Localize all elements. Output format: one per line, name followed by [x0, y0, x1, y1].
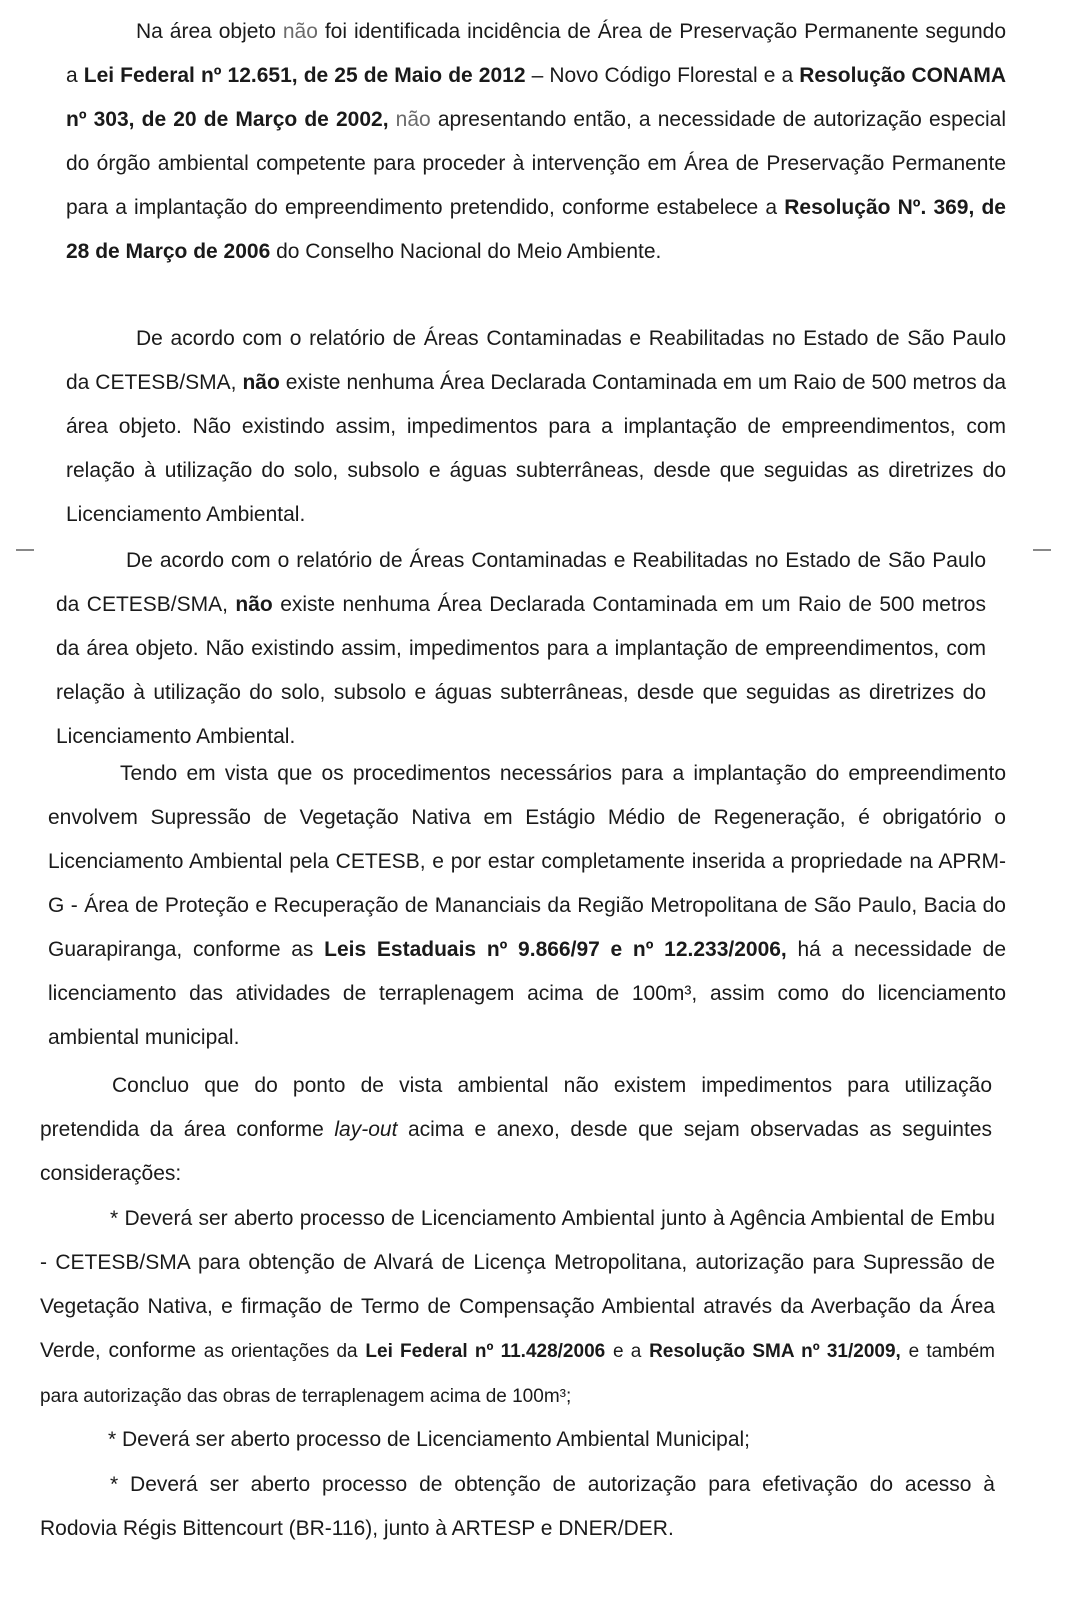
- text: * Deverá ser aberto processo de Licenciamento Ambiental junto à Agência Ambiental de Embu - CETESB/SMA para obtenção de Alvará de Licença Metropolitana, autorização para Supressão de Vegetação Nativa, e firmação de Termo de Compensação Ambiental através da Averbação da Área Verde, conforme: [40, 1207, 995, 1362]
- text-nao: não: [242, 371, 280, 394]
- margin-mark-right: [1033, 549, 1051, 551]
- law-reference: Lei Federal nº 11.428/2006: [365, 1341, 606, 1362]
- text: [389, 108, 396, 131]
- text-nao: não: [282, 20, 318, 43]
- resolution-reference: Resolução CONAMA nº 303, de 20 de Março de 2002,: [66, 64, 1007, 131]
- paragraph-contaminated-areas-repeat: [56, 539, 986, 759]
- text: * Deverá ser aberto processo de obtenção de autorização para efetivação do acesso à Rodovia Régis Bittencourt (BR-116), junto à ARTESP e DNER/DER.: [40, 1473, 995, 1540]
- item-municipal-licensing: [40, 1418, 995, 1462]
- resolution-reference: Resolução Nº. 369, de 28 de Março de 2006: [66, 196, 1006, 263]
- law-reference: Lei Federal nº 12.651, de 25 de Maio de 2012: [83, 64, 526, 87]
- text-nao: não: [395, 108, 431, 131]
- text: De acordo com o relatório de Áreas Contaminadas e Reabilitadas no Estado de São Paulo da CETESB/SMA,: [66, 327, 1006, 394]
- item-highway-access: [40, 1463, 995, 1551]
- text: há a necessidade de licenciamento das atividades de terraplenagem acima de 100m³, assim como do licenciamento ambiental municipal.: [48, 938, 1006, 1049]
- text: De acordo com o relatório de Áreas Contaminadas e Reabilitadas no Estado de São Paulo da CETESB/SMA,: [56, 549, 986, 616]
- text: foi identificada incidência de Área de Preservação Permanente segundo a: [66, 20, 1006, 87]
- text: as orientações da: [203, 1341, 358, 1362]
- text: e também para autorização das obras de terraplenagem acima de 100m³;: [40, 1341, 995, 1407]
- text: – Novo Código Florestal e a: [525, 64, 800, 87]
- text: existe nenhuma Área Declarada Contaminada em um Raio de 500 metros da área objeto. Não existindo assim, impedimentos para a implantação de empreendimentos, com relação à utilização do solo, subsolo e águas subterrâneas, desde que seguidas as diretrizes do Licenciamento Ambiental.: [56, 593, 986, 748]
- paragraph-contaminated-areas: [66, 317, 1006, 537]
- paragraph-licensing: [48, 752, 1006, 1060]
- text: Concluo que do ponto de vista ambiental não existem impedimentos para utilização pretendida da área conforme: [40, 1074, 992, 1141]
- text-nao: não: [235, 593, 273, 616]
- text: * Deverá ser aberto processo de Licenciamento Ambiental Municipal;: [108, 1428, 751, 1451]
- text: Na área objeto: [136, 20, 283, 43]
- item-environmental-licensing: [40, 1197, 995, 1419]
- resolution-reference: Resolução SMA nº 31/2009,: [649, 1341, 901, 1362]
- paragraph-conclusion: [40, 1064, 992, 1196]
- text: acima e anexo, desde que sejam observadas as seguintes considerações:: [40, 1118, 992, 1185]
- paragraph-app: [66, 10, 1006, 274]
- text: e a: [612, 1341, 642, 1362]
- margin-mark-left: [16, 549, 34, 551]
- text: do Conselho Nacional do Meio Ambiente.: [270, 240, 662, 263]
- text: existe nenhuma Área Declarada Contaminada em um Raio de 500 metros da área objeto. Não existindo assim, impedimentos para a implantação de empreendimentos, com relação à utilização do solo, subsolo e águas subterrâneas, desde que seguidas as diretrizes do Licenciamento Ambiental.: [66, 371, 1006, 526]
- text: apresentando então, a necessidade de autorização especial do órgão ambiental competente para proceder à intervenção em Área de Preservação Permanente para a implantação do empreendimento pretendido, conforme estabelece a: [66, 108, 1006, 219]
- text: Tendo em vista que os procedimentos necessários para a implantação do empreendimento envolvem Supressão de Vegetação Nativa em Estágio Médio de Regeneração, é obrigatório o Licenciamento Ambiental pela CETESB, e por estar completamente inserida a propriedade na APRM-G - Área de Proteção e Recuperação de Mananciais da Região Metropolitana de São Paulo, Bacia do Guarapiranga, conforme as: [48, 762, 1006, 961]
- law-reference: Leis Estaduais nº 9.866/97 e nº 12.233/2006,: [324, 938, 787, 961]
- text-layout: lay-out: [334, 1118, 398, 1141]
